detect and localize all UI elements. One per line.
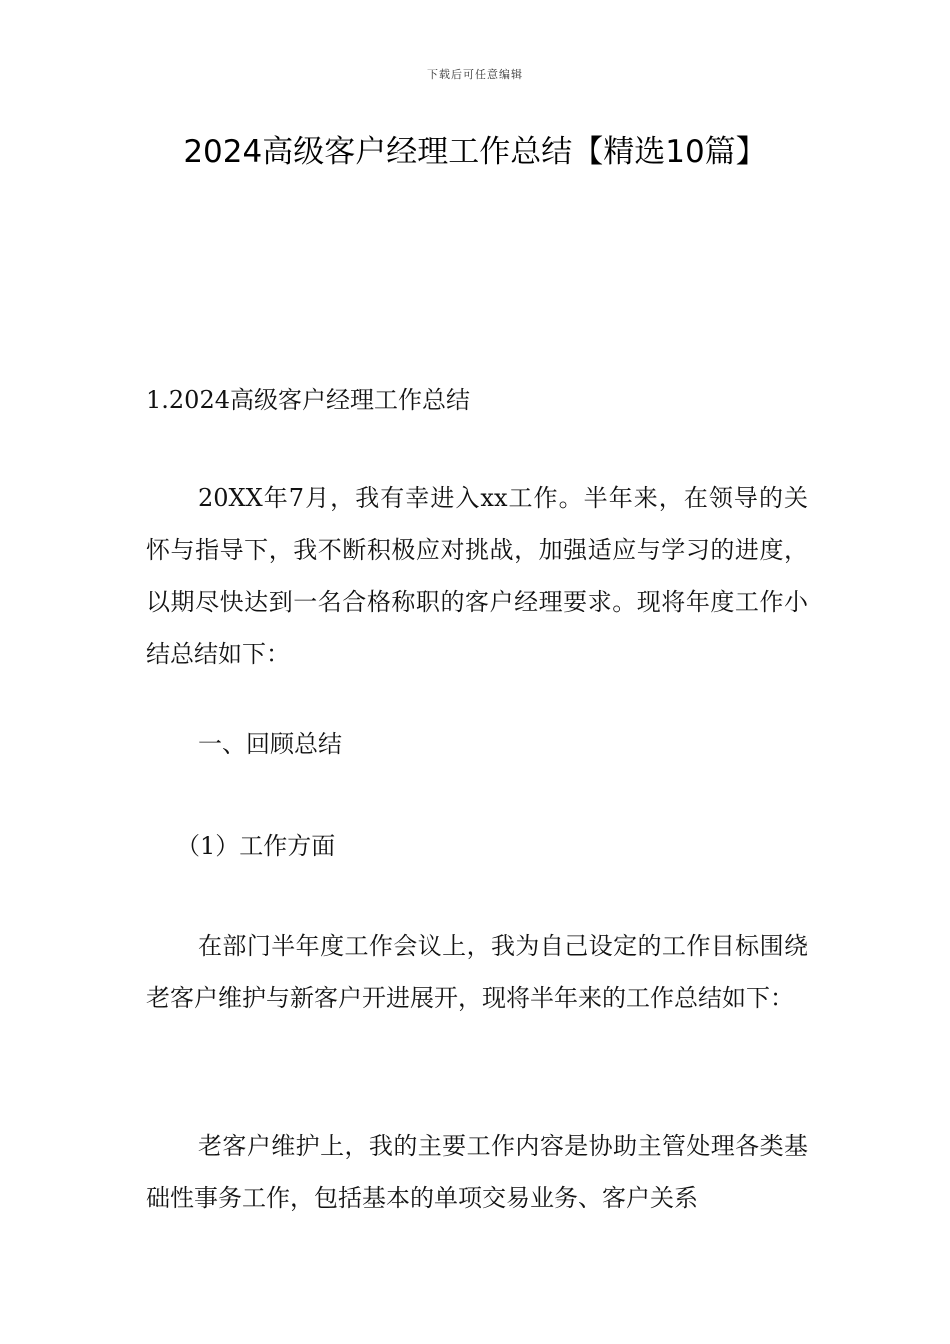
header-note: 下载后可任意编辑	[427, 68, 523, 81]
paragraph-client-maintenance: 老客户维护上，我的主要工作内容是协助主管处理各类基础性事务工作，包括基本的单项交易业务、客户关系	[146, 1132, 808, 1212]
document-title: 2024高级客户经理工作总结【精选10篇】	[183, 134, 767, 170]
paragraph-goals: 在部门半年度工作会议上，我为自己设定的工作目标围绕老客户维护与新客户开进展开，现将半年来的工作总结如下：	[146, 932, 808, 1012]
paragraph-intro: 20XX年7月，我有幸进入xx工作。半年来，在领导的关怀与指导下，我不断积极应对挑战，加强适应与学习的进度，以期尽快达到一名合格称职的客户经理要求。现将年度工作小结总结如下：	[146, 484, 808, 668]
heading-review: 一、回顾总结	[198, 730, 342, 758]
section-heading: 1.2024高级客户经理工作总结	[146, 386, 470, 414]
heading-work-aspect: （1）工作方面	[176, 832, 336, 860]
